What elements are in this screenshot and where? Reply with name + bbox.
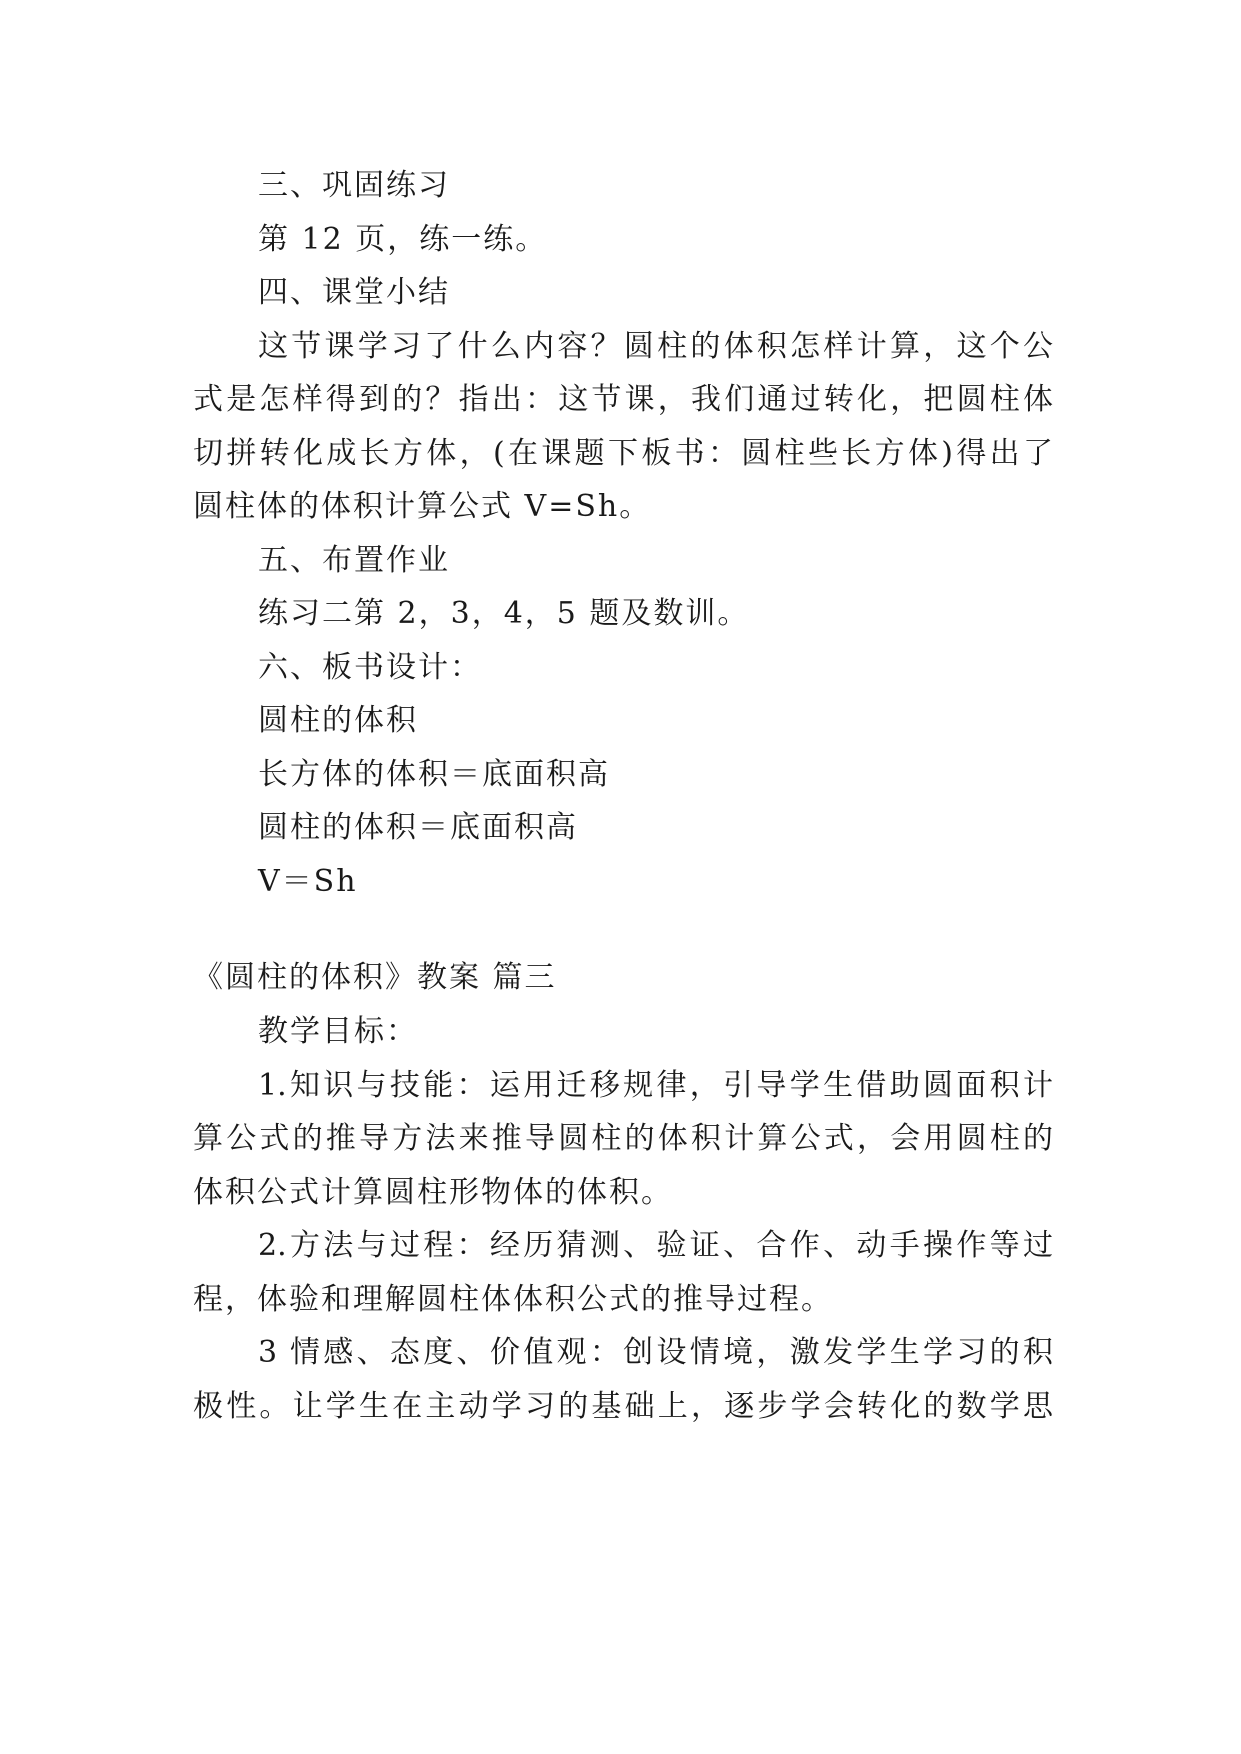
section-heading-homework: 五、布置作业: [258, 543, 450, 578]
paragraph-summary-line: 圆柱体的体积计算公式 V=Sh。: [193, 489, 652, 524]
paragraph-homework: 练习二第 2，3，4，5 题及数训。: [258, 596, 750, 631]
paragraph-objective-1-line: 算公式的推导方法来推导圆柱的体积计算公式，会用圆柱的: [193, 1121, 1053, 1156]
board-line: V＝Sh: [258, 864, 358, 899]
paragraph-objective-1-line: 体积公式计算圆柱形物体的体积。: [193, 1175, 673, 1210]
paragraph-summary-line: 切拼转化成长方体，(在课题下板书：圆柱些长方体)得出了: [193, 436, 1053, 471]
paragraph-objective-3-line: 极性。让学生在主动学习的基础上，逐步学会转化的数学思: [193, 1389, 1053, 1424]
paragraph-summary-line: 式是怎样得到的？指出：这节课，我们通过转化，把圆柱体: [193, 382, 1053, 417]
paragraph-objective-1-line: 1.知识与技能：运用迁移规律，引导学生借助圆面积计: [258, 1068, 1053, 1103]
board-line: 圆柱的体积＝底面积高: [258, 810, 578, 845]
paragraph-practice: 第 12 页，练一练。: [258, 222, 548, 257]
section-heading-objectives: 教学目标：: [258, 1014, 418, 1049]
section-heading-summary: 四、课堂小结: [258, 275, 450, 310]
chapter-title: 《圆柱的体积》教案 篇三: [193, 960, 557, 995]
section-heading-board-design: 六、板书设计：: [258, 650, 482, 685]
section-heading-practice: 三、巩固练习: [258, 168, 450, 203]
paragraph-objective-2-line: 2.方法与过程：经历猜测、验证、合作、动手操作等过: [258, 1228, 1053, 1263]
board-line: 长方体的体积＝底面积高: [258, 757, 610, 792]
paragraph-objective-3-line: 3 情感、态度、价值观：创设情境，激发学生学习的积: [258, 1335, 1053, 1370]
paragraph-objective-2-line: 程，体验和理解圆柱体体积公式的推导过程。: [193, 1282, 833, 1317]
paragraph-summary-line: 这节课学习了什么内容？圆柱的体积怎样计算，这个公: [258, 329, 1053, 364]
board-line: 圆柱的体积: [258, 703, 418, 738]
